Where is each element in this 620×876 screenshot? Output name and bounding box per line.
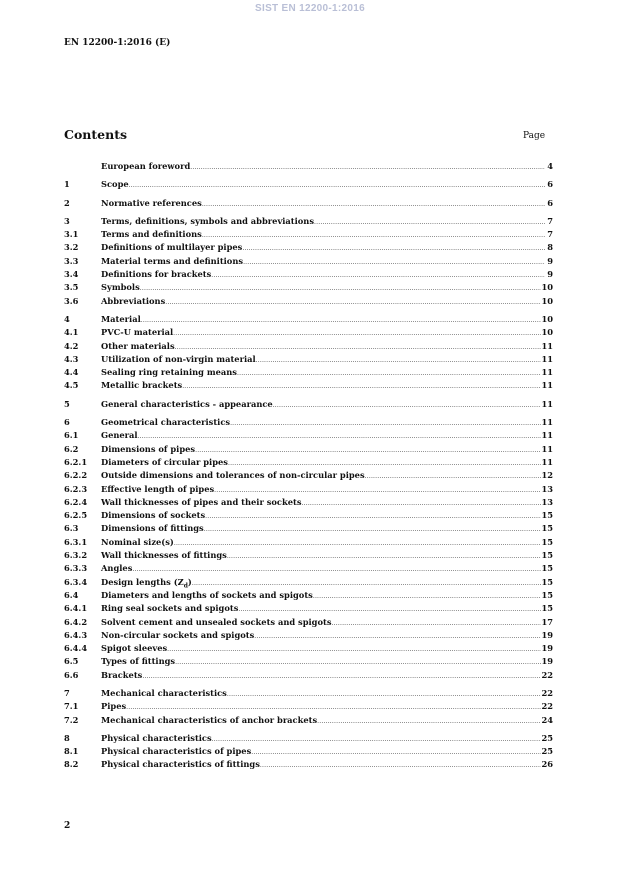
toc-leader-dots: [212, 732, 542, 745]
toc-entry-title: Spigot sleeves: [101, 643, 168, 654]
toc-entry-page: 19: [541, 629, 553, 640]
toc-entry-number: 6.4.3: [64, 629, 88, 640]
toc-entry-number: 3: [64, 215, 70, 226]
toc-entry-number: 6.2: [64, 443, 79, 454]
toc-entry[interactable]: [64, 655, 553, 668]
toc-entry[interactable]: [64, 241, 553, 254]
toc-leader-dots: [175, 655, 541, 668]
toc-entry[interactable]: [64, 295, 553, 308]
toc-entry[interactable]: [64, 616, 553, 629]
toc-entry-title: Angles: [101, 563, 133, 574]
toc-entry-page: 12: [541, 470, 553, 481]
toc-entry-number: 3.1: [64, 229, 79, 240]
contents-heading: Contents: [64, 127, 128, 142]
toc-entry-page: 11: [541, 417, 553, 428]
toc-leader-dots: [192, 576, 542, 589]
toc-leader-dots: [228, 456, 541, 469]
toc-entry-page: 10: [541, 313, 553, 324]
watermark: SIST EN 12200-1:2016: [255, 3, 365, 14]
toc-entry-page: 11: [541, 398, 553, 409]
toc-leader-dots: [202, 228, 545, 241]
toc-entry-number: 4.5: [64, 380, 79, 391]
toc-entry-number: 6.3.4: [64, 576, 88, 587]
toc-entry-title: Terms, definitions, symbols and abbreviations: [101, 215, 315, 226]
toc-entry[interactable]: [64, 687, 553, 700]
toc-entry-title: Wall thicknesses of fittings: [101, 550, 227, 561]
toc-entry-title: Effective length of pipes: [101, 483, 215, 494]
page-number: 2: [64, 821, 71, 831]
toc-leader-dots: [227, 687, 542, 700]
toc-leader-dots: [138, 429, 542, 442]
toc-leader-dots: [167, 642, 541, 655]
toc-entry-title: Mechanical characteristics: [101, 687, 227, 698]
toc-entry[interactable]: [64, 398, 553, 411]
toc-entry-number: 4.2: [64, 340, 79, 351]
toc-entry-page: 19: [541, 643, 553, 654]
toc-leader-dots: [142, 669, 541, 682]
toc-leader-dots: [260, 758, 542, 771]
toc-entry[interactable]: [64, 160, 553, 173]
toc-entry-page: 11: [541, 367, 553, 378]
toc-entry-number: 8.2: [64, 759, 79, 770]
toc-leader-dots: [237, 366, 541, 379]
toc-leader-dots: [202, 197, 545, 210]
toc-entry[interactable]: [64, 197, 553, 210]
toc-entry-number: 7.2: [64, 714, 79, 725]
toc-leader-dots: [238, 602, 541, 615]
toc-entry-page: 11: [541, 456, 553, 467]
toc-entry[interactable]: [64, 255, 553, 268]
toc-entry-number: 4: [64, 313, 70, 324]
toc-entry[interactable]: [64, 589, 553, 602]
toc-entry-title: Dimensions of pipes: [101, 443, 196, 454]
toc-entry[interactable]: [64, 416, 553, 429]
toc-entry-title: Physical characteristics of fittings: [101, 759, 260, 770]
toc-entry-title: Terms and definitions: [101, 229, 202, 240]
toc-entry-title: Physical characteristics: [101, 732, 212, 743]
toc-entry[interactable]: [64, 536, 553, 549]
toc-entry-number: 3.4: [64, 269, 79, 280]
toc-entry-title: Utilization of non-virgin material: [101, 353, 256, 364]
toc-entry[interactable]: [64, 700, 553, 713]
toc-entry-page: 19: [541, 656, 553, 667]
toc-entry-number: 3.2: [64, 242, 79, 253]
toc-entry-number: 6.4.2: [64, 616, 88, 627]
toc-entry-number: 3.5: [64, 282, 79, 293]
toc-entry-number: 6.6: [64, 669, 79, 680]
toc-entry-title: General characteristics - appearance: [101, 398, 273, 409]
toc-entry-title: Geometrical characteristics: [101, 417, 231, 428]
toc-entry-page: 15: [541, 536, 553, 547]
toc-leader-dots: [211, 268, 545, 281]
toc-entry[interactable]: [64, 522, 553, 535]
toc-leader-dots: [132, 562, 541, 575]
toc-entry[interactable]: [64, 379, 553, 392]
toc-entry[interactable]: [64, 602, 553, 615]
toc-entry-page: 15: [541, 576, 553, 587]
toc-entry-number: 6.3.2: [64, 550, 88, 561]
toc-entry-number: 8: [64, 732, 70, 743]
toc-entry-number: 3.6: [64, 295, 79, 306]
toc-entry[interactable]: [64, 178, 553, 191]
toc-entry-page: 24: [541, 714, 553, 725]
toc-entry-page: 11: [541, 353, 553, 364]
toc-entry-number: 7.1: [64, 701, 79, 712]
toc-entry-title: Other materials: [101, 340, 175, 351]
toc-entry-page: 15: [541, 603, 553, 614]
toc-entry-page: 15: [541, 563, 553, 574]
toc-entry-page: 15: [541, 589, 553, 600]
toc-leader-dots: [126, 700, 541, 713]
toc-entry-page: 11: [541, 380, 553, 391]
toc-leader-dots: [317, 714, 541, 727]
toc-entry-page: 4: [547, 161, 553, 171]
toc-entry-page: 13: [541, 496, 553, 507]
toc-leader-dots: [256, 353, 542, 366]
toc-entry-title: Scope: [101, 179, 129, 190]
toc-entry-title: Definitions of multilayer pipes: [101, 242, 243, 253]
toc-entry-title: Nominal size(s): [101, 536, 174, 547]
toc-leader-dots: [165, 295, 541, 308]
toc-entry-number: 6.5: [64, 656, 79, 667]
toc-entry-page: 6: [547, 197, 553, 208]
toc-entry[interactable]: [64, 496, 553, 509]
toc-entry-title: Wall thicknesses of pipes and their sockets: [101, 496, 302, 507]
toc-entry-page: 13: [541, 483, 553, 494]
document-id: EN 12200-1:2016 (E): [64, 38, 171, 48]
toc-entry-title: Material: [101, 313, 141, 324]
toc-entry-number: 5: [64, 398, 70, 409]
toc-entry-title: Solvent cement and unsealed sockets and spigots: [101, 616, 332, 627]
toc-leader-dots: [204, 522, 542, 535]
toc-leader-dots: [205, 509, 541, 522]
toc-entry-title: PVC-U material: [101, 327, 174, 338]
toc-entry[interactable]: [64, 340, 553, 353]
toc-entry-page: 26: [541, 759, 553, 770]
toc-entry-title: Mechanical characteristics of anchor brackets: [101, 714, 318, 725]
toc-leader-dots: [254, 629, 541, 642]
toc-entry-page: 11: [541, 340, 553, 351]
toc-entry[interactable]: [64, 281, 553, 294]
toc-leader-dots: [365, 469, 542, 482]
toc-entry-number: 6.3.3: [64, 563, 88, 574]
toc-entry[interactable]: [64, 326, 553, 339]
toc-entry[interactable]: [64, 562, 553, 575]
toc-entry-number: 7: [64, 687, 70, 698]
toc-entry-page: 15: [541, 550, 553, 561]
toc-leader-dots: [313, 589, 542, 602]
toc-entry-number: 6.2.3: [64, 483, 88, 494]
toc-entry-title: Brackets: [101, 669, 143, 680]
toc-entry-title: Normative references: [101, 197, 202, 208]
toc-entry[interactable]: [64, 758, 553, 771]
toc-entry-title: Non-circular sockets and spigots: [101, 629, 255, 640]
toc-entry[interactable]: [64, 483, 553, 496]
toc-entry[interactable]: [64, 366, 553, 379]
toc-entry-number: 4.3: [64, 353, 79, 364]
toc-entry-page: 15: [541, 510, 553, 521]
toc-leader-dots: [314, 215, 545, 228]
toc-entry-number: 6.3.1: [64, 536, 88, 547]
toc-entry-title: Definitions for brackets: [101, 269, 212, 280]
page-column-label: Page: [523, 131, 546, 141]
toc-entry-title: Design lengths $(Z_d)$: [101, 576, 192, 590]
toc-entry-page: 9: [547, 269, 553, 280]
toc-entry-page: 25: [541, 746, 553, 757]
toc-entry-page: 22: [541, 701, 553, 712]
toc-entry-page: 17: [541, 616, 553, 627]
toc-entry-number: 6.4.1: [64, 603, 88, 614]
toc-entry-title: Material terms and definitions: [101, 255, 244, 266]
toc-entry-page: 6: [547, 179, 553, 190]
toc-entry-number: 6.4.4: [64, 643, 88, 654]
toc-entry-number: 4.1: [64, 327, 79, 338]
toc-entry-number: 3.3: [64, 255, 79, 266]
toc-entry[interactable]: [64, 576, 553, 589]
toc-leader-dots: [230, 416, 541, 429]
toc-entry-number: 8.1: [64, 746, 79, 757]
toc-leader-dots: [273, 398, 542, 411]
toc-entry-number: 4.4: [64, 367, 79, 378]
toc-entry-title: Physical characteristics of pipes: [101, 746, 252, 757]
toc-leader-dots: [173, 326, 541, 339]
toc-entry-title: Types of fittings: [101, 656, 176, 667]
toc-entry-page: 22: [541, 687, 553, 698]
toc-entry-page: 22: [541, 669, 553, 680]
toc-leader-dots: [141, 313, 542, 326]
toc-entry-page: 8: [547, 242, 553, 253]
toc-entry-page: 15: [541, 523, 553, 534]
table-of-contents: [64, 160, 553, 772]
toc-entry-number: 1: [64, 179, 70, 190]
toc-entry[interactable]: [64, 353, 553, 366]
toc-entry-number: 6.2.4: [64, 496, 88, 507]
toc-entry-title: Ring seal sockets and spigots: [101, 603, 239, 614]
toc-entry-title: Diameters and lengths of sockets and spigots: [101, 589, 313, 600]
toc-entry-page: 7: [547, 215, 553, 226]
toc-leader-dots: [182, 379, 541, 392]
toc-entry-title: Symbols: [101, 282, 140, 293]
toc-leader-dots: [332, 616, 542, 629]
toc-entry-title: Pipes: [101, 701, 127, 712]
toc-entry-number: 6.2.2: [64, 470, 88, 481]
toc-leader-dots: [190, 160, 545, 173]
toc-leader-dots: [140, 281, 542, 294]
toc-entry-title: Outside dimensions and tolerances of non-circular pipes: [101, 470, 365, 481]
toc-leader-dots: [242, 241, 545, 254]
toc-entry[interactable]: [64, 714, 553, 727]
toc-entry-title: General: [101, 430, 138, 441]
toc-entry[interactable]: [64, 228, 553, 241]
toc-entry-title: Sealing ring retaining means: [101, 367, 237, 378]
toc-entry[interactable]: [64, 268, 553, 281]
toc-entry[interactable]: [64, 629, 553, 642]
toc-entry-title: Abbreviations: [101, 295, 166, 306]
toc-entry[interactable]: [64, 549, 553, 562]
toc-entry-number: 6.3: [64, 523, 79, 534]
toc-entry-page: 11: [541, 443, 553, 454]
toc-entry-title: Dimensions of sockets: [101, 510, 206, 521]
toc-leader-dots: [214, 483, 541, 496]
toc-entry[interactable]: [64, 215, 553, 228]
toc-entry-number: 6: [64, 417, 70, 428]
toc-entry[interactable]: [64, 313, 553, 326]
toc-leader-dots: [302, 496, 542, 509]
toc-entry[interactable]: [64, 456, 553, 469]
toc-leader-dots: [174, 536, 542, 549]
toc-entry-page: 9: [547, 255, 553, 266]
toc-entry-number: 2: [64, 197, 70, 208]
toc-leader-dots: [251, 745, 541, 758]
toc-entry-number: 6.2.5: [64, 510, 88, 521]
toc-entry-title: European foreword: [101, 161, 191, 171]
toc-entry-title: Diameters of circular pipes: [101, 456, 228, 467]
toc-entry-number: 6.4: [64, 589, 79, 600]
toc-leader-dots: [175, 340, 542, 353]
toc-entry-page: 11: [541, 430, 553, 441]
toc-entry[interactable]: [64, 732, 553, 745]
toc-entry-page: 10: [541, 295, 553, 306]
toc-entry-number: 6.2.1: [64, 456, 88, 467]
toc-leader-dots: [195, 443, 541, 456]
toc-entry-page: 25: [541, 732, 553, 743]
toc-entry-title: Dimensions of fittings: [101, 523, 204, 534]
toc-entry[interactable]: [64, 469, 553, 482]
toc-entry-page: 7: [547, 229, 553, 240]
toc-entry[interactable]: [64, 509, 553, 522]
toc-leader-dots: [227, 549, 542, 562]
toc-entry[interactable]: [64, 745, 553, 758]
toc-entry-title: Metallic brackets: [101, 380, 183, 391]
toc-entry-page: 10: [541, 327, 553, 338]
toc-leader-dots: [129, 178, 545, 191]
toc-entry[interactable]: [64, 443, 553, 456]
toc-leader-dots: [243, 255, 545, 268]
toc-entry[interactable]: [64, 642, 553, 655]
toc-entry-page: 10: [541, 282, 553, 293]
toc-entry[interactable]: [64, 429, 553, 442]
toc-entry[interactable]: [64, 669, 553, 682]
toc-entry-number: 6.1: [64, 430, 79, 441]
